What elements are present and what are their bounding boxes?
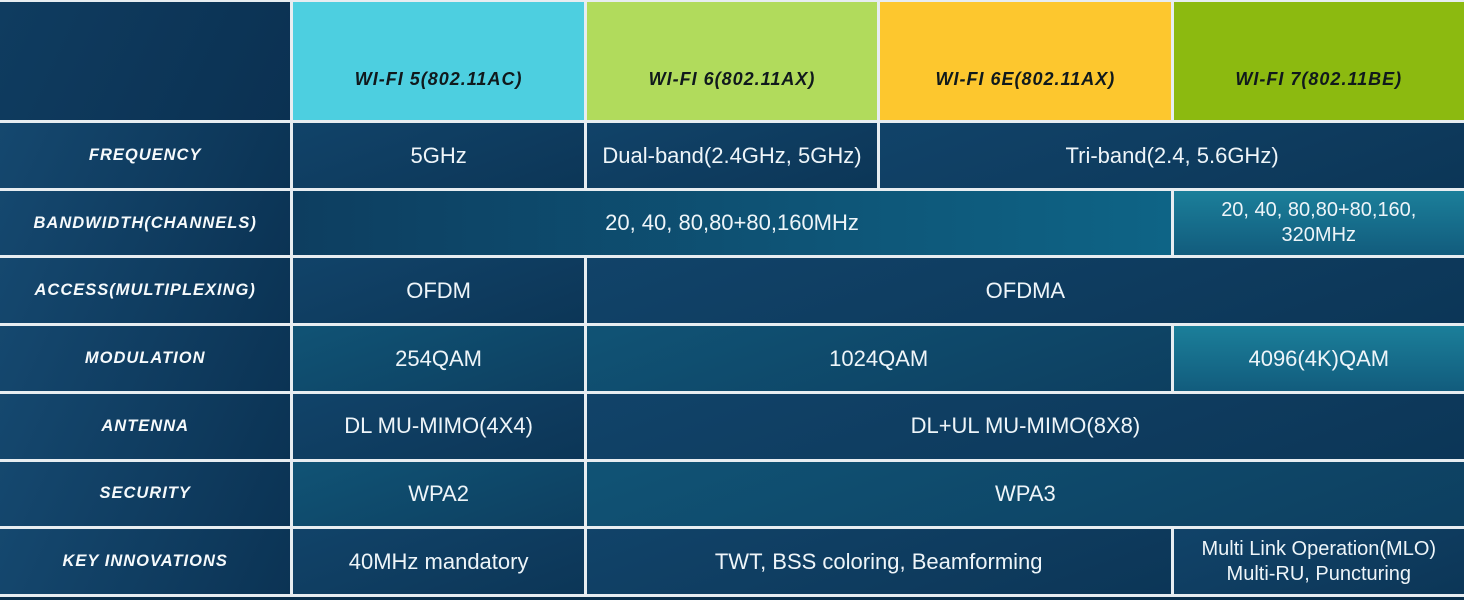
column-header-wifi7: WI-FI 7(802.11BE) xyxy=(1174,2,1464,120)
cell-innovations-wifi5: 40MHz mandatory xyxy=(293,529,583,594)
row-header-modulation: MODULATION xyxy=(0,326,290,391)
cell-access-wifi6-6e-7: OFDMA xyxy=(587,258,1464,323)
cell-innovations-wifi7: Multi Link Operation(MLO) Multi-RU, Puncturing xyxy=(1174,529,1464,594)
cell-frequency-wifi6: Dual-band(2.4GHz, 5GHz) xyxy=(587,123,877,188)
column-header-wifi6e: WI-FI 6E(802.11AX) xyxy=(880,2,1170,120)
cell-access-wifi5: OFDM xyxy=(293,258,583,323)
cell-bandwidth-wifi7: 20, 40, 80,80+80,160, 320MHz xyxy=(1174,191,1464,256)
cell-modulation-wifi6-6e: 1024QAM xyxy=(587,326,1171,391)
cell-frequency-wifi6e-wifi7: Tri-band(2.4, 5.6GHz) xyxy=(880,123,1464,188)
cell-modulation-wifi7: 4096(4K)QAM xyxy=(1174,326,1464,391)
cell-innovations-wifi6-6e: TWT, BSS coloring, Beamforming xyxy=(587,529,1171,594)
cell-antenna-wifi6-6e-7: DL+UL MU-MIMO(8X8) xyxy=(587,394,1464,459)
corner-cell xyxy=(0,2,290,120)
row-header-bandwidth: BANDWIDTH(CHANNELS) xyxy=(0,191,290,256)
column-header-wifi6: WI-FI 6(802.11AX) xyxy=(587,2,877,120)
cell-frequency-wifi5: 5GHz xyxy=(293,123,583,188)
row-header-security: SECURITY xyxy=(0,462,290,527)
row-header-frequency: FREQUENCY xyxy=(0,123,290,188)
row-header-key-innovations: KEY INNOVATIONS xyxy=(0,529,290,594)
row-header-antenna: ANTENNA xyxy=(0,394,290,459)
cell-security-wifi5: WPA2 xyxy=(293,462,583,527)
row-header-access: ACCESS(MULTIPLEXING) xyxy=(0,258,290,323)
column-header-wifi5: WI-FI 5(802.11AC) xyxy=(293,2,583,120)
cell-bandwidth-wifi5-6-6e: 20, 40, 80,80+80,160MHz xyxy=(293,191,1170,256)
cell-modulation-wifi5: 254QAM xyxy=(293,326,583,391)
cell-security-wifi6-6e-7: WPA3 xyxy=(587,462,1464,527)
cell-antenna-wifi5: DL MU-MIMO(4X4) xyxy=(293,394,583,459)
